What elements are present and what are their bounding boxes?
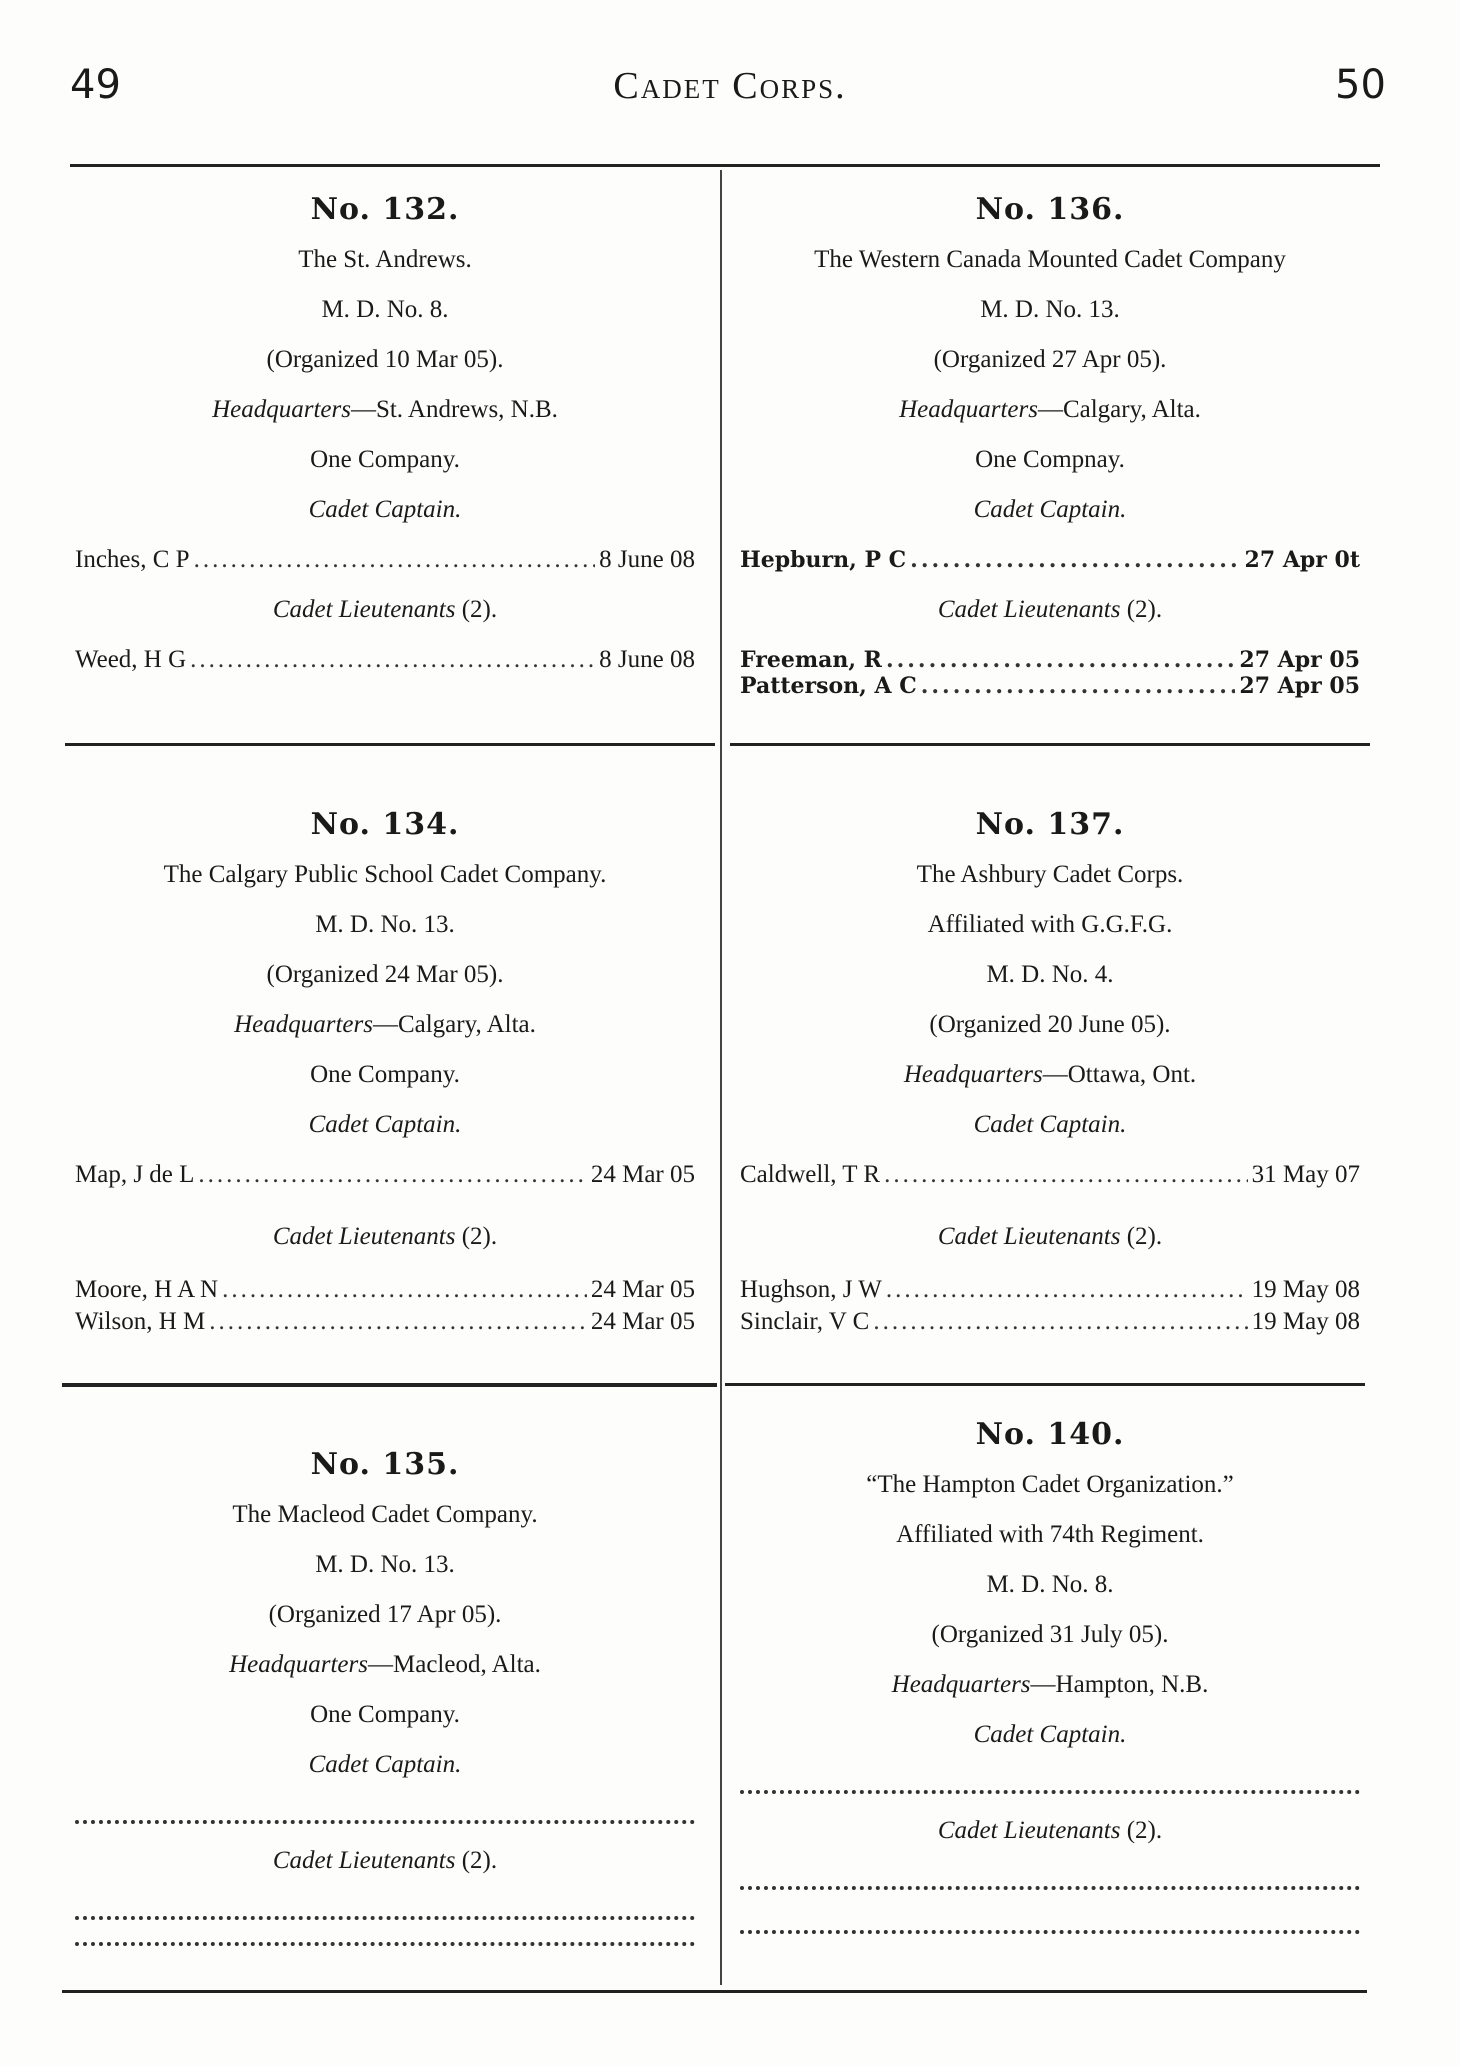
running-title: Cadet Corps.: [613, 65, 847, 107]
headquarters: Headquarters—St. Andrews, N.B.: [212, 396, 558, 423]
military-district: M. D. No. 13.: [980, 296, 1120, 323]
corps-number: No. 137.: [975, 807, 1125, 842]
captain-heading: Cadet Captain.: [308, 1111, 462, 1138]
corps-name: The Western Canada Mounted Cadet Company: [814, 246, 1286, 273]
lieutenant-row: Wilson, H M ..... 24 Mar 05: [75, 1306, 695, 1338]
captain-heading: Cadet Captain.: [973, 1111, 1127, 1138]
lieutenant-blank-line: [740, 1856, 1360, 1890]
affiliation: Affiliated with 74th Regiment.: [896, 1521, 1204, 1548]
military-district: M. D. No. 8.: [321, 296, 449, 323]
corps-entry-137: [725, 800, 1375, 1338]
section-rule: [725, 1383, 1365, 1386]
captain-row: Hepburn, P C ..... 27 Apr 0t: [740, 535, 1360, 585]
organized-date: (Organized 27 Apr 05).: [933, 346, 1167, 373]
captain-row: Map, J de L ..... 24 Mar 05: [75, 1150, 695, 1200]
headquarters: Headquarters—Hampton, N.B.: [891, 1671, 1209, 1698]
headquarters: Headquarters—Calgary, Alta.: [234, 1011, 536, 1038]
captain-row: Caldwell, T R ..... 31 May 07: [740, 1150, 1360, 1200]
page-header: [0, 0, 1460, 150]
company-count: One Compnay.: [975, 446, 1125, 473]
military-district: M. D. No. 4.: [986, 961, 1114, 988]
lieutenant-row: Hughson, J W ..... 19 May 08: [740, 1274, 1360, 1306]
section-rule: [65, 743, 715, 746]
lieutenant-blank-line: [75, 1920, 695, 1946]
corps-entry-135: [60, 1440, 710, 1946]
organized-date: (Organized 20 June 05).: [929, 1011, 1171, 1038]
lieutenant-row: Freeman, R ..... 27 Apr 05: [740, 647, 1360, 673]
corps-number: No. 132.: [310, 192, 460, 227]
headquarters: Headquarters—Macleod, Alta.: [229, 1651, 541, 1678]
captain-heading: Cadet Captain.: [308, 496, 462, 523]
military-district: M. D. No. 13.: [315, 1551, 455, 1578]
right-page-number: 50: [1335, 62, 1386, 108]
corps-entry-136: [725, 185, 1375, 699]
lieutenant-blank-line: [740, 1890, 1360, 1934]
corps-name: “The Hampton Cadet Organization.”: [866, 1471, 1234, 1498]
corps-name: The Macleod Cadet Company.: [232, 1501, 538, 1528]
column-divider: [720, 170, 722, 1985]
affiliation: Affiliated with G.G.F.G.: [927, 911, 1173, 938]
corps-name: The St. Andrews.: [298, 246, 472, 273]
company-count: One Company.: [310, 1701, 460, 1728]
lieutenants-heading: Cadet Lieutenants (2).: [272, 596, 498, 623]
military-district: M. D. No. 8.: [986, 1571, 1114, 1598]
section-rule: [62, 1383, 717, 1387]
corps-entry-140: [725, 1410, 1375, 1934]
corps-number: No. 135.: [310, 1447, 460, 1482]
corps-name: The Ashbury Cadet Corps.: [916, 861, 1184, 888]
lieutenants-heading: Cadet Lieutenants (2).: [272, 1223, 498, 1250]
lieutenant-row: Weed, H G ..... 8 June 08: [75, 635, 695, 685]
lieutenant-blank-line: [75, 1886, 695, 1920]
lieutenant-row: Moore, H A N ..... 24 Mar 05: [75, 1274, 695, 1306]
organized-date: (Organized 31 July 05).: [931, 1621, 1169, 1648]
lieutenants-heading: Cadet Lieutenants (2).: [937, 1817, 1163, 1844]
military-district: M. D. No. 13.: [315, 911, 455, 938]
lieutenants-heading: Cadet Lieutenants (2).: [272, 1847, 498, 1874]
corps-number: No. 134.: [310, 807, 460, 842]
headquarters: Headquarters—Ottawa, Ont.: [903, 1061, 1197, 1088]
company-count: One Company.: [310, 1061, 460, 1088]
captain-blank-line: [740, 1760, 1360, 1794]
headquarters: Headquarters—Calgary, Alta.: [899, 396, 1201, 423]
organized-date: (Organized 24 Mar 05).: [266, 961, 504, 988]
company-count: One Company.: [310, 446, 460, 473]
lieutenant-row: Sinclair, V C ..... 19 May 08: [740, 1306, 1360, 1338]
left-page-number: 49: [70, 62, 121, 108]
section-rule: [730, 743, 1370, 746]
organized-date: (Organized 17 Apr 05).: [268, 1601, 502, 1628]
captain-blank-line: [75, 1790, 695, 1824]
corps-entry-132: [60, 185, 710, 685]
captain-heading: Cadet Captain.: [973, 496, 1127, 523]
organized-date: (Organized 10 Mar 05).: [266, 346, 504, 373]
corps-number: No. 136.: [975, 192, 1125, 227]
top-rule: [70, 164, 1380, 167]
lieutenant-row: Patterson, A C ..... 27 Apr 05: [740, 673, 1360, 699]
captain-heading: Cadet Captain.: [308, 1751, 462, 1778]
captain-heading: Cadet Captain.: [973, 1721, 1127, 1748]
bottom-rule: [62, 1990, 1367, 1993]
corps-entry-134: [60, 800, 710, 1338]
captain-row: Inches, C P ..... 8 June 08: [75, 535, 695, 585]
lieutenants-heading: Cadet Lieutenants (2).: [937, 1223, 1163, 1250]
corps-number: No. 140.: [975, 1417, 1125, 1452]
lieutenants-heading: Cadet Lieutenants (2).: [937, 596, 1163, 623]
corps-name: The Calgary Public School Cadet Company.: [163, 861, 607, 888]
